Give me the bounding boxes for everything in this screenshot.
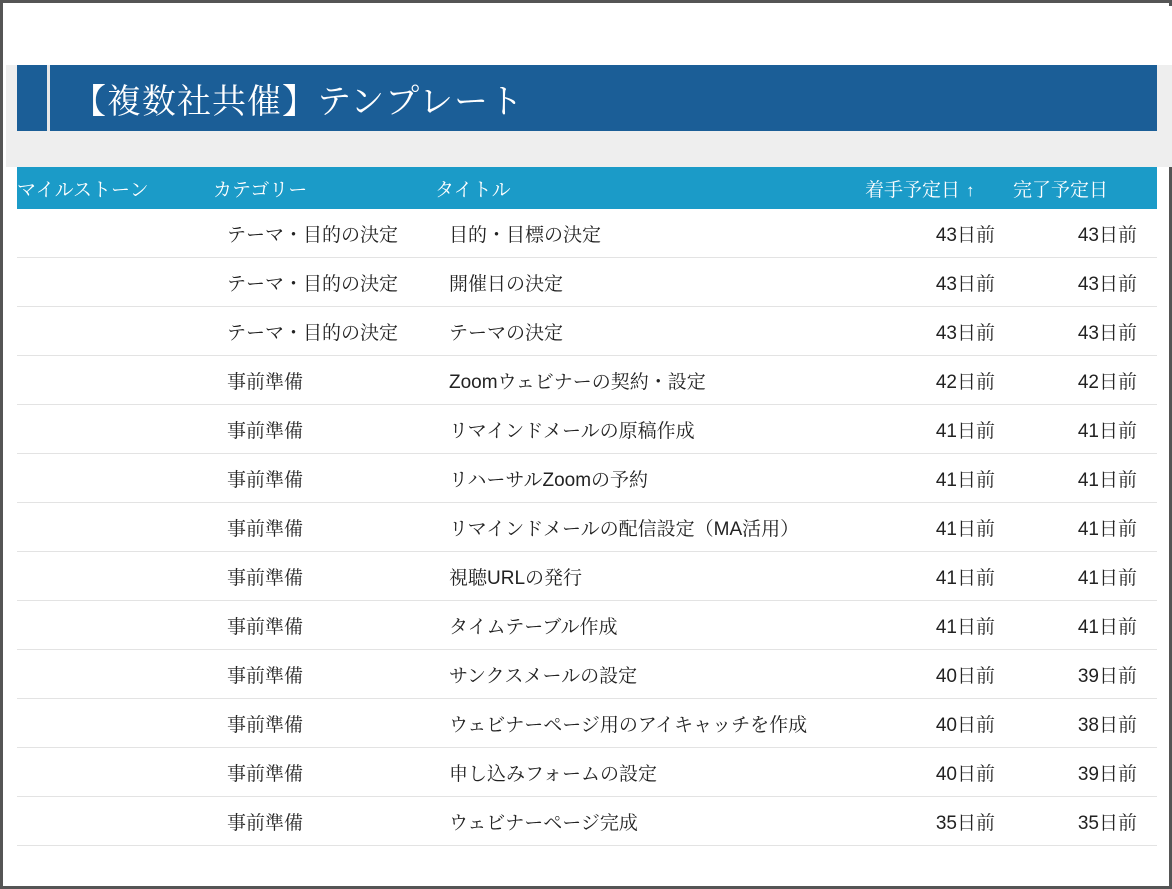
cell-category: 事前準備 [213,356,435,405]
cell-start-date: 35日前 [865,797,1013,846]
cell-title: テーマの決定 [435,307,865,356]
cell-title: リマインドメールの原稿作成 [435,405,865,454]
cell-start-date: 43日前 [865,209,1013,258]
table-row[interactable] [17,650,1157,699]
column-header-milestone-label: マイルストーン [17,179,149,201]
cell-title: 視聴URLの発行 [435,552,865,601]
cell-milestone [17,307,213,356]
cell-start-date: 40日前 [865,699,1013,748]
cell-end-date: 41日前 [1013,552,1157,601]
banner-right-margin [1157,65,1172,167]
page-top-margin [6,6,1172,65]
table-header-row [17,167,1157,209]
cell-milestone [17,356,213,405]
cell-milestone [17,797,213,846]
table-row[interactable] [17,405,1157,454]
cell-category: 事前準備 [213,503,435,552]
cell-category: 事前準備 [213,797,435,846]
cell-milestone [17,748,213,797]
cell-milestone [17,209,213,258]
table-row[interactable] [17,209,1157,258]
task-table-container [17,167,1157,846]
cell-start-date: 41日前 [865,405,1013,454]
task-table-body [17,209,1157,846]
table-row[interactable] [17,797,1157,846]
cell-start-date: 41日前 [865,552,1013,601]
column-header-start-date-label: 着手予定日 [865,179,961,201]
column-header-title-label: タイトル [435,179,511,201]
page-title: 【複数社共催】テンプレート [72,82,524,121]
table-row[interactable] [17,356,1157,405]
cell-title: 申し込みフォームの設定 [435,748,865,797]
cell-category: 事前準備 [213,601,435,650]
cell-category: 事前準備 [213,699,435,748]
cell-end-date: 41日前 [1013,503,1157,552]
column-header-category[interactable] [213,167,435,209]
column-header-milestone[interactable] [17,167,213,209]
cell-start-date: 41日前 [865,503,1013,552]
cell-end-date: 42日前 [1013,356,1157,405]
cell-start-date: 41日前 [865,454,1013,503]
cell-end-date: 43日前 [1013,307,1157,356]
cell-title: リハーサルZoomの予約 [435,454,865,503]
cell-start-date: 42日前 [865,356,1013,405]
cell-category: テーマ・目的の決定 [213,258,435,307]
table-row[interactable] [17,307,1157,356]
cell-end-date: 41日前 [1013,454,1157,503]
column-header-end-date-label: 完了予定日 [1013,179,1109,201]
cell-end-date: 38日前 [1013,699,1157,748]
cell-title: 開催日の決定 [435,258,865,307]
cell-title: サンクスメールの設定 [435,650,865,699]
cell-milestone [17,503,213,552]
cell-start-date: 40日前 [865,748,1013,797]
cell-milestone [17,552,213,601]
cell-title: タイムテーブル作成 [435,601,865,650]
cell-category: 事前準備 [213,552,435,601]
sort-ascending-icon: ↑ [966,180,975,200]
cell-start-date: 41日前 [865,601,1013,650]
table-row[interactable] [17,503,1157,552]
cell-end-date: 41日前 [1013,405,1157,454]
cell-start-date: 40日前 [865,650,1013,699]
table-row[interactable] [17,748,1157,797]
cell-end-date: 39日前 [1013,650,1157,699]
cell-category: 事前準備 [213,454,435,503]
cell-category: 事前準備 [213,748,435,797]
cell-title: リマインドメールの配信設定（MA活用） [435,503,865,552]
cell-start-date: 43日前 [865,258,1013,307]
header-table-gap [17,131,1157,167]
cell-end-date: 43日前 [1013,209,1157,258]
cell-category: テーマ・目的の決定 [213,209,435,258]
banner-left-margin [6,65,17,167]
cell-category: 事前準備 [213,650,435,699]
cell-category: テーマ・目的の決定 [213,307,435,356]
cell-start-date: 43日前 [865,307,1013,356]
table-row[interactable] [17,601,1157,650]
table-row[interactable] [17,552,1157,601]
cell-milestone [17,454,213,503]
cell-title: ウェビナーページ完成 [435,797,865,846]
cell-milestone [17,601,213,650]
column-header-category-label: カテゴリー [213,179,308,201]
cell-end-date: 41日前 [1013,601,1157,650]
cell-milestone [17,699,213,748]
column-header-end-date[interactable] [1013,167,1157,209]
task-table-header [17,167,1157,209]
column-header-start-date[interactable] [865,167,1013,209]
cell-milestone [17,650,213,699]
cell-milestone [17,258,213,307]
cell-milestone [17,405,213,454]
cell-end-date: 39日前 [1013,748,1157,797]
cell-title: ウェビナーページ用のアイキャッチを作成 [435,699,865,748]
cell-end-date: 35日前 [1013,797,1157,846]
table-row[interactable] [17,699,1157,748]
column-header-title[interactable] [435,167,865,209]
cell-end-date: 43日前 [1013,258,1157,307]
table-row[interactable] [17,258,1157,307]
task-table [17,167,1157,846]
page-header-banner [17,65,1157,131]
cell-title: Zoomウェビナーの契約・設定 [435,356,865,405]
cell-title: 目的・目標の決定 [435,209,865,258]
banner-accent-bar [17,65,47,131]
cell-category: 事前準備 [213,405,435,454]
table-row[interactable] [17,454,1157,503]
